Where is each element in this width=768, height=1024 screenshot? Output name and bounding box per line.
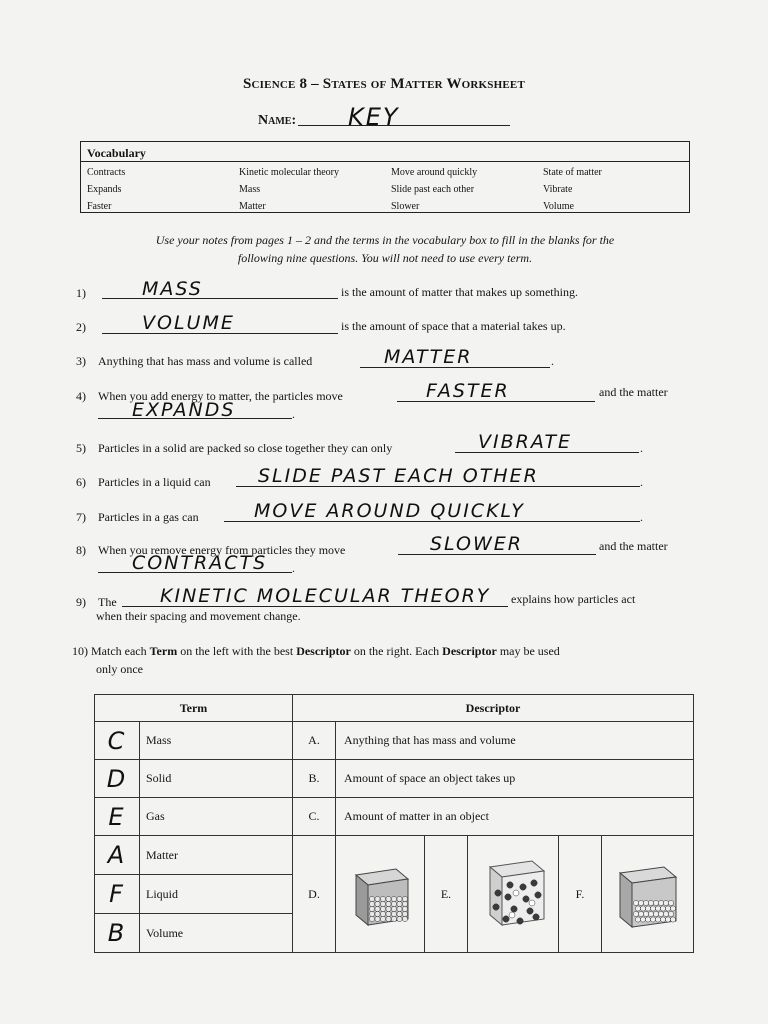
match-term: Mass <box>140 722 293 760</box>
question-8-answer-1: SLOWER <box>430 533 524 555</box>
match-term: Liquid <box>140 875 293 914</box>
particle-dot <box>369 896 374 901</box>
question-10-text: on the left with the best <box>180 644 294 658</box>
particle-dot <box>511 906 517 912</box>
matching-table <box>94 694 694 953</box>
question-2-answer: VOLUME <box>142 312 235 334</box>
question-5-answer: VIBRATE <box>478 431 573 453</box>
particle-dot <box>645 917 650 922</box>
question-7-end: . <box>640 510 643 524</box>
question-9-text-after: explains how particles act <box>511 592 636 606</box>
question-8-answer-2: CONTRACTS <box>132 552 268 574</box>
match-answer: D <box>95 760 140 798</box>
question-6-text: Particles in a liquid can <box>98 475 211 489</box>
particle-dot <box>653 911 658 916</box>
particle-dot <box>380 901 385 906</box>
particle-dot <box>648 911 653 916</box>
particle-dot <box>650 917 655 922</box>
particle-dot <box>375 906 380 911</box>
particle-dot <box>643 900 648 905</box>
particle-dot <box>397 916 402 921</box>
question-6-end: . <box>640 475 643 489</box>
particle-dot <box>380 896 385 901</box>
instructions-line-2: following nine questions. You will not need to use every term. <box>237 251 533 265</box>
particle-dot <box>653 900 658 905</box>
particle-dot <box>660 917 665 922</box>
particle-dot <box>633 900 638 905</box>
solid-particles-image <box>336 836 425 953</box>
question-3-text: Anything that has mass and volume is called <box>98 354 313 368</box>
particle-dot <box>380 916 385 921</box>
particle-dot <box>633 911 638 916</box>
particle-dot <box>495 890 501 896</box>
question-9-answer: KINETIC MOLECULAR THEORY <box>160 585 491 607</box>
particle-dot <box>386 901 391 906</box>
instructions <box>60 231 710 267</box>
particle-dot <box>665 917 670 922</box>
particle-dot <box>650 906 655 911</box>
liquid-cube-icon <box>602 837 692 947</box>
descriptor-letter: A. <box>293 722 336 760</box>
particle-dot <box>402 896 407 901</box>
particle-dot <box>402 911 407 916</box>
vocab-term: Contracts <box>87 167 126 178</box>
particle-dot <box>640 906 645 911</box>
particle-dot <box>402 906 407 911</box>
table-row <box>95 798 694 836</box>
question-1-blank <box>102 298 338 299</box>
particle-dot <box>655 906 660 911</box>
descriptor-header: Descriptor <box>293 695 694 722</box>
particle-dot <box>386 916 391 921</box>
descriptor-letter: F. <box>559 836 602 953</box>
particle-dot <box>663 900 668 905</box>
particle-dot <box>635 906 640 911</box>
particle-dot <box>493 904 499 910</box>
particle-dot <box>402 901 407 906</box>
question-7-answer: MOVE AROUND QUICKLY <box>254 500 525 522</box>
question-10-text: on the right. Each <box>353 644 440 658</box>
vocab-term: Volume <box>543 201 574 212</box>
particle-dot <box>658 911 663 916</box>
match-term: Matter <box>140 836 293 875</box>
question-10-term: Term <box>149 644 178 658</box>
match-term: Gas <box>140 798 293 836</box>
question-5-end: . <box>640 441 643 455</box>
particle-dot <box>535 892 541 898</box>
particle-dot <box>665 906 670 911</box>
question-3-number: 3) <box>76 354 86 368</box>
particle-dot <box>668 900 673 905</box>
question-8-end: . <box>292 561 295 575</box>
question-8-number: 8) <box>76 543 86 557</box>
vocab-term: Move around quickly <box>391 167 478 178</box>
particle-dot <box>670 917 675 922</box>
particle-dot <box>520 884 526 890</box>
vocab-term: Vibrate <box>543 184 573 195</box>
particle-dot <box>655 917 660 922</box>
particle-dot <box>660 906 665 911</box>
question-7-number: 7) <box>76 510 86 524</box>
question-6-answer: SLIDE PAST EACH OTHER <box>258 465 539 487</box>
particle-dot <box>391 901 396 906</box>
vocabulary-heading: Vocabulary <box>81 142 689 162</box>
name-label: Name: <box>258 113 297 128</box>
particle-dot <box>668 911 673 916</box>
table-row <box>95 722 694 760</box>
question-9-line-2: when their spacing and movement change. <box>96 609 301 623</box>
question-10-descriptor: Descriptor <box>442 644 497 658</box>
particle-dot <box>658 900 663 905</box>
particle-dot <box>529 900 535 906</box>
descriptor-letter: C. <box>293 798 336 836</box>
particle-dot <box>391 896 396 901</box>
particle-dot <box>531 880 537 886</box>
question-2-text: is the amount of space that a material takes up. <box>341 319 566 333</box>
particle-dot <box>638 900 643 905</box>
particle-dot <box>517 918 523 924</box>
term-header: Term <box>95 695 293 722</box>
question-10 <box>72 642 692 678</box>
descriptor-text: Anything that has mass and volume <box>336 722 694 760</box>
question-1-answer: MASS <box>142 278 203 300</box>
question-10-text: Match each <box>91 644 147 658</box>
question-10-number: 10) <box>72 644 88 658</box>
particle-dot <box>503 916 509 922</box>
match-answer: A <box>95 836 140 875</box>
question-8-text: When you remove energy from particles they move <box>98 543 346 557</box>
particle-dot <box>507 882 513 888</box>
particle-dot <box>640 917 645 922</box>
descriptor-letter: E. <box>425 836 468 953</box>
question-9-number: 9) <box>76 595 86 609</box>
match-term: Volume <box>140 914 293 953</box>
particle-dot <box>386 896 391 901</box>
vocab-term: Kinetic molecular theory <box>239 167 339 178</box>
vocab-column-2 <box>239 164 339 215</box>
vocab-term: State of matter <box>543 167 602 178</box>
question-10-descriptor: Descriptor <box>296 644 351 658</box>
particle-dot <box>386 911 391 916</box>
match-answer: B <box>95 914 140 953</box>
match-answer: C <box>95 722 140 760</box>
question-1-text: is the amount of matter that makes up something. <box>341 285 578 299</box>
question-10-text: may be used <box>499 644 560 658</box>
match-term: Solid <box>140 760 293 798</box>
vocab-term: Matter <box>239 201 266 212</box>
particle-dot <box>380 911 385 916</box>
vocab-column-3 <box>391 164 477 215</box>
question-3-answer: MATTER <box>384 346 473 368</box>
table-row <box>95 760 694 798</box>
particle-dot <box>643 911 648 916</box>
particle-dot <box>375 911 380 916</box>
question-1-number: 1) <box>76 286 86 300</box>
question-4-text: When you add energy to matter, the particles move <box>98 389 343 403</box>
name-line <box>298 125 510 126</box>
particle-dot <box>375 896 380 901</box>
instructions-line-1: Use your notes from pages 1 – 2 and the terms in the vocabulary box to fill in the blanks for the <box>155 233 615 247</box>
particle-dot <box>397 901 402 906</box>
question-8-mid: and the matter <box>599 539 668 553</box>
particle-dot <box>663 911 668 916</box>
vocab-term: Slide past each other <box>391 184 475 195</box>
solid-cube-icon <box>336 837 424 947</box>
particle-dot <box>505 894 511 900</box>
question-9-text: The <box>98 595 117 609</box>
matching-table-header <box>95 695 694 722</box>
particle-dot <box>527 908 533 914</box>
particle-dot <box>635 917 640 922</box>
question-5-text: Particles in a solid are packed so close together they can only <box>98 441 393 455</box>
question-7-text: Particles in a gas can <box>98 510 199 524</box>
question-6-number: 6) <box>76 475 86 489</box>
particle-dot <box>509 912 515 918</box>
particle-dot <box>391 906 396 911</box>
particle-dot <box>397 906 402 911</box>
descriptor-text: Amount of matter in an object <box>336 798 694 836</box>
gas-cube-icon <box>468 837 558 947</box>
vocabulary-box <box>80 141 690 213</box>
question-5-number: 5) <box>76 441 86 455</box>
particle-dot <box>369 901 374 906</box>
descriptor-letter: D. <box>293 836 336 953</box>
question-4-mid: and the matter <box>599 385 668 399</box>
particle-dot <box>391 911 396 916</box>
particle-dot <box>533 914 539 920</box>
particle-dot <box>386 906 391 911</box>
table-row <box>95 836 694 875</box>
vocab-term: Expands <box>87 184 122 195</box>
particle-dot <box>648 900 653 905</box>
particle-dot <box>402 916 407 921</box>
question-4-number: 4) <box>76 389 86 403</box>
particle-dot <box>397 896 402 901</box>
particle-dot <box>397 911 402 916</box>
question-3-end: . <box>551 354 554 368</box>
match-answer: F <box>95 875 140 914</box>
question-2-number: 2) <box>76 320 86 334</box>
worksheet-title: Science 8 – States of Matter Worksheet <box>243 76 525 92</box>
particle-dot <box>638 911 643 916</box>
question-4-answer-2: EXPANDS <box>132 399 236 421</box>
particle-dot <box>513 890 519 896</box>
particle-dot <box>369 906 374 911</box>
question-4-end: . <box>292 407 295 421</box>
question-10-line-2: only once <box>96 662 143 676</box>
vocab-term: Slower <box>391 201 420 212</box>
particle-dot <box>369 911 374 916</box>
descriptor-letter: B. <box>293 760 336 798</box>
particle-dot <box>375 916 380 921</box>
question-4-answer-1: FASTER <box>426 380 510 402</box>
name-value: KEY <box>348 103 400 131</box>
particle-dot <box>380 906 385 911</box>
particle-dot <box>391 916 396 921</box>
descriptor-text: Amount of space an object takes up <box>336 760 694 798</box>
vocab-term: Mass <box>239 184 261 195</box>
liquid-particles-image <box>602 836 694 953</box>
particle-dot <box>645 906 650 911</box>
match-answer: E <box>95 798 140 836</box>
particle-dot <box>523 896 529 902</box>
particle-dot <box>369 916 374 921</box>
particle-dot <box>670 906 675 911</box>
vocab-column-1 <box>87 164 125 215</box>
vocab-term: Faster <box>87 201 112 212</box>
vocab-column-4 <box>543 164 602 215</box>
particle-dot <box>375 901 380 906</box>
gas-particles-image <box>468 836 559 953</box>
